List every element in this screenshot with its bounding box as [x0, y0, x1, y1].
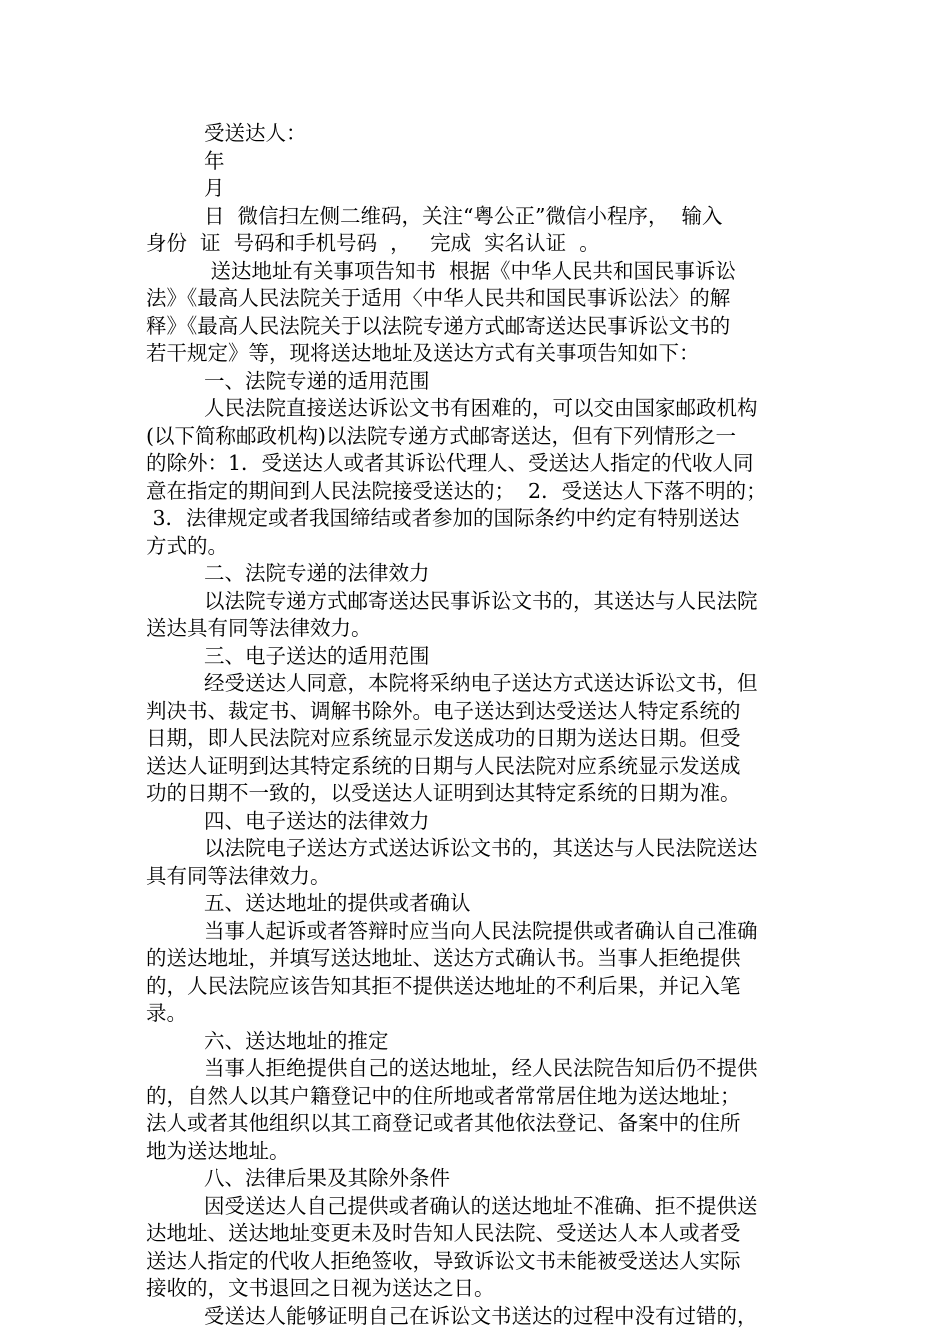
paragraph-line: 3．法律规定或者我国缔结或者参加的国际条约中约定有特别送达 — [146, 506, 740, 530]
paragraph-line: (以下简称邮政机构)以法院专递方式邮寄送达，但有下列情形之一 — [146, 423, 736, 448]
year-label: 年 — [204, 148, 225, 173]
section-heading: 二、法院专递的法律效力 — [204, 561, 430, 585]
section-heading: 六、送达地址的推定 — [204, 1028, 389, 1053]
paragraph-line: 功的日期不一致的，以受送达人证明到达其特定系统的日期为准。 — [146, 781, 741, 805]
paragraph-line: 具有同等法律效力。 — [146, 863, 331, 888]
paragraph-line: 以法院专递方式邮寄送达民事诉讼文书的，其送达与人民法院 — [204, 588, 758, 613]
section-heading: 三、电子送达的适用范围 — [204, 643, 430, 668]
paragraph-line: 地为送达地址。 — [146, 1138, 290, 1163]
paragraph-line: 当事人拒绝提供自己的送达地址，经人民法院告知后仍不提供 — [204, 1056, 758, 1080]
intro-line: 释》《最高人民法院关于以法院专递方式邮寄送达民事诉讼文书的 — [146, 313, 731, 338]
section-heading: 五、送达地址的提供或者确认 — [204, 891, 471, 915]
paragraph-line: 送达具有同等法律效力。 — [146, 616, 372, 640]
paragraph-line: 达地址、送达地址变更未及时告知人民法院、受送达人本人或者受 — [146, 1221, 741, 1245]
paragraph-line: 送达人指定的代收人拒绝签收，导致诉讼文书未能被受送达人实际 — [146, 1248, 741, 1273]
paragraph-line: 当事人起诉或者答辩时应当向人民法院提供或者确认自己准确 — [204, 918, 758, 943]
paragraph-line: 判决书、裁定书、调解书除外。电子送达到达受送达人特定系统的 — [146, 698, 741, 723]
recipient-label: 受送达人： — [204, 121, 307, 145]
paragraph-line: 经受送达人同意，本院将采纳电子送达方式送达诉讼文书，但 — [204, 671, 758, 695]
paragraph-line: 接收的，文书退回之日视为送达之日。 — [146, 1276, 495, 1300]
paragraph-line: 日期，即人民法院对应系统显示发送成功的日期为送达日期。但受 — [146, 726, 741, 750]
document-body — [146, 120, 806, 1330]
intro-line: 法》《最高人民法院关于适用〈中华人民共和国民事诉讼法〉的解 — [146, 286, 731, 310]
paragraph-line: 人民法院直接送达诉讼文书有困难的，可以交由国家邮政机构 — [204, 396, 758, 420]
section-heading: 一、法院专递的适用范围 — [204, 368, 430, 393]
paragraph-line: 方式的。 — [146, 533, 228, 558]
paragraph-line: 送达人证明到达其特定系统的日期与人民法院对应系统显示发送成 — [146, 753, 741, 778]
wechat-instruction-line: 身份 证 号码和手机号码 ， 完成 实名认证 。 — [146, 231, 600, 255]
closing-line: 受送达人能够证明自己在诉讼文书送达的过程中没有过错的， — [204, 1303, 758, 1328]
section-heading: 四、电子送达的法律效力 — [204, 808, 430, 833]
paragraph-line: 的，自然人以其户籍登记中的住所地或者常常居住地为送达地址； — [146, 1083, 741, 1108]
paragraph-line: 意在指定的期间到人民法院接受送达的； 2．受送达人下落不明的； — [146, 478, 767, 503]
paragraph-line: 以法院电子送达方式送达诉讼文书的，其送达与人民法院送达 — [204, 836, 758, 860]
intro-line: 送达地址有关事项告知书 根据《中华人民共和国民事诉讼 — [204, 258, 737, 283]
paragraph-line: 的，人民法院应该告知其拒不提供送达地址的不利后果，并记入笔 — [146, 973, 741, 998]
section-heading: 八、法律后果及其除外条件 — [204, 1166, 450, 1190]
paragraph-line: 的除外：1．受送达人或者其诉讼代理人、受送达人指定的代收人同 — [146, 451, 754, 475]
paragraph-line: 因受送达人自己提供或者确认的送达地址不准确、拒不提供送 — [204, 1193, 758, 1218]
wechat-instruction-line: 日 微信扫左侧二维码，关注“粤公正”微信小程序， 输入 — [204, 203, 723, 228]
intro-line: 若干规定》等，现将送达地址及送达方式有关事项告知如下： — [146, 341, 700, 365]
paragraph-line: 录。 — [146, 1001, 187, 1025]
paragraph-line: 的送达地址，并填写送达地址、送达方式确认书。当事人拒绝提供 — [146, 946, 741, 970]
month-label: 月 — [204, 176, 225, 200]
paragraph-line: 法人或者其他组织以其工商登记或者其他依法登记、备案中的住所 — [146, 1111, 741, 1135]
